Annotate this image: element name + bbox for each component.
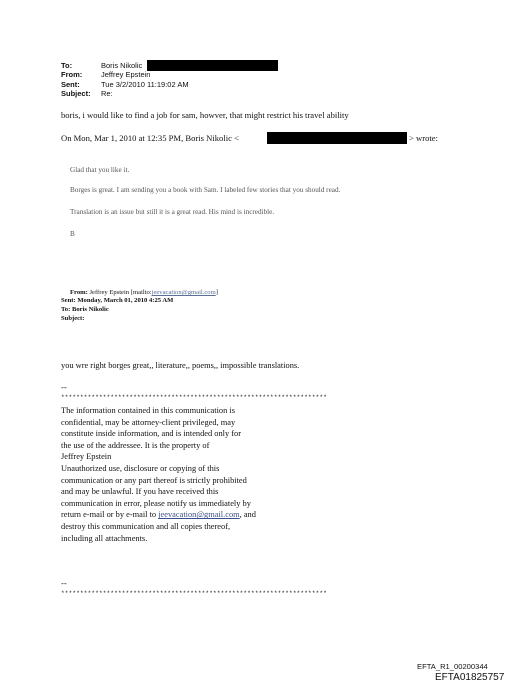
- disclaimer-line: Unauthorized use, disclosure or copying of this: [61, 463, 220, 473]
- quoted-line: Borges is great. I am sending you a book with Sam. I labeled few stories that you should read.: [70, 186, 341, 194]
- disclaimer-line: confidential, may be attorney-client privileged, may: [61, 417, 236, 427]
- disclaimer-line: The information contained in this communication is: [61, 406, 235, 415]
- forwarded-subject-label: Subject:: [61, 315, 85, 322]
- forwarded-sent-label: Sent:: [61, 297, 76, 304]
- quoted-line: Translation is an issue but still it is a great read. His mind is incredible.: [70, 208, 275, 216]
- to-label: To:: [61, 61, 73, 70]
- to-value: Boris Nikolic: [101, 61, 143, 70]
- from-value: Jeffrey Epstein: [101, 70, 151, 79]
- redaction-bar: [267, 132, 407, 144]
- disclaimer-line: Jeffrey Epstein: [61, 452, 112, 462]
- disclaimer: [61, 405, 256, 544]
- redaction-bar: [147, 60, 278, 71]
- subject-value: Re:: [101, 89, 113, 98]
- quoted-signature: B: [70, 230, 75, 238]
- star-divider: **********************************************************************: [61, 590, 328, 597]
- email-link[interactable]: jeevacation@gmail.com: [158, 510, 240, 520]
- reply-text: boris, i would like to find a job for sam, howver, that might restrict his travel ability: [61, 110, 349, 120]
- original-message: you wre right borges great,, literature,, poems,, impossible translations.: [61, 361, 300, 370]
- quote-attribution: On Mon, Mar 1, 2010 at 12:35 PM, Boris Nikolic <: [61, 133, 239, 143]
- disclaimer-line: return e-mail or by e-mail to jeevacation@gmail.com, and: [61, 510, 256, 520]
- quoted-line: Glad that you like it.: [70, 166, 130, 174]
- signature-dash: --: [61, 382, 67, 392]
- sent-label: Sent:: [61, 80, 80, 89]
- disclaimer-line: including all attachments.: [61, 533, 148, 543]
- disclaimer-line: destroy this communication and all copies thereof,: [61, 521, 231, 531]
- subject-label: Subject:: [61, 89, 91, 98]
- signature-dash: --: [61, 578, 67, 588]
- disclaimer-line: communication or any part thereof is strictly prohibited: [61, 475, 247, 485]
- forwarded-from-value: Jeffrey Epstein [mailto:: [89, 289, 152, 296]
- disclaimer-line: constitute inside information, and is intended only for: [61, 429, 242, 439]
- star-divider: **********************************************************************: [61, 394, 328, 401]
- document-id: EFTA_R1_00200344: [417, 662, 488, 671]
- forwarded-from-close: ]: [215, 289, 218, 296]
- forwarded-sent-value: Monday, March 01, 2010 4:25 AM: [77, 297, 174, 304]
- forwarded-to-value: Boris Nikolic: [71, 306, 109, 313]
- sent-value: Tue 3/2/2010 11:19:02 AM: [101, 80, 189, 89]
- from-label: From:: [61, 70, 83, 79]
- forwarded-to-label: To:: [61, 306, 71, 313]
- disclaimer-line: the use of the addressee. It is the property of: [61, 440, 210, 450]
- bates-number: EFTA01825757: [435, 672, 505, 683]
- forwarded-from-label: From:: [70, 289, 88, 296]
- quote-attribution-wrote: > wrote:: [409, 133, 438, 143]
- email-link[interactable]: jeevacation@gmail.com: [151, 289, 216, 296]
- disclaimer-line: and may be unlawful. If you have received this: [61, 487, 219, 497]
- disclaimer-line: communication in error, please notify us immediately by: [61, 498, 251, 508]
